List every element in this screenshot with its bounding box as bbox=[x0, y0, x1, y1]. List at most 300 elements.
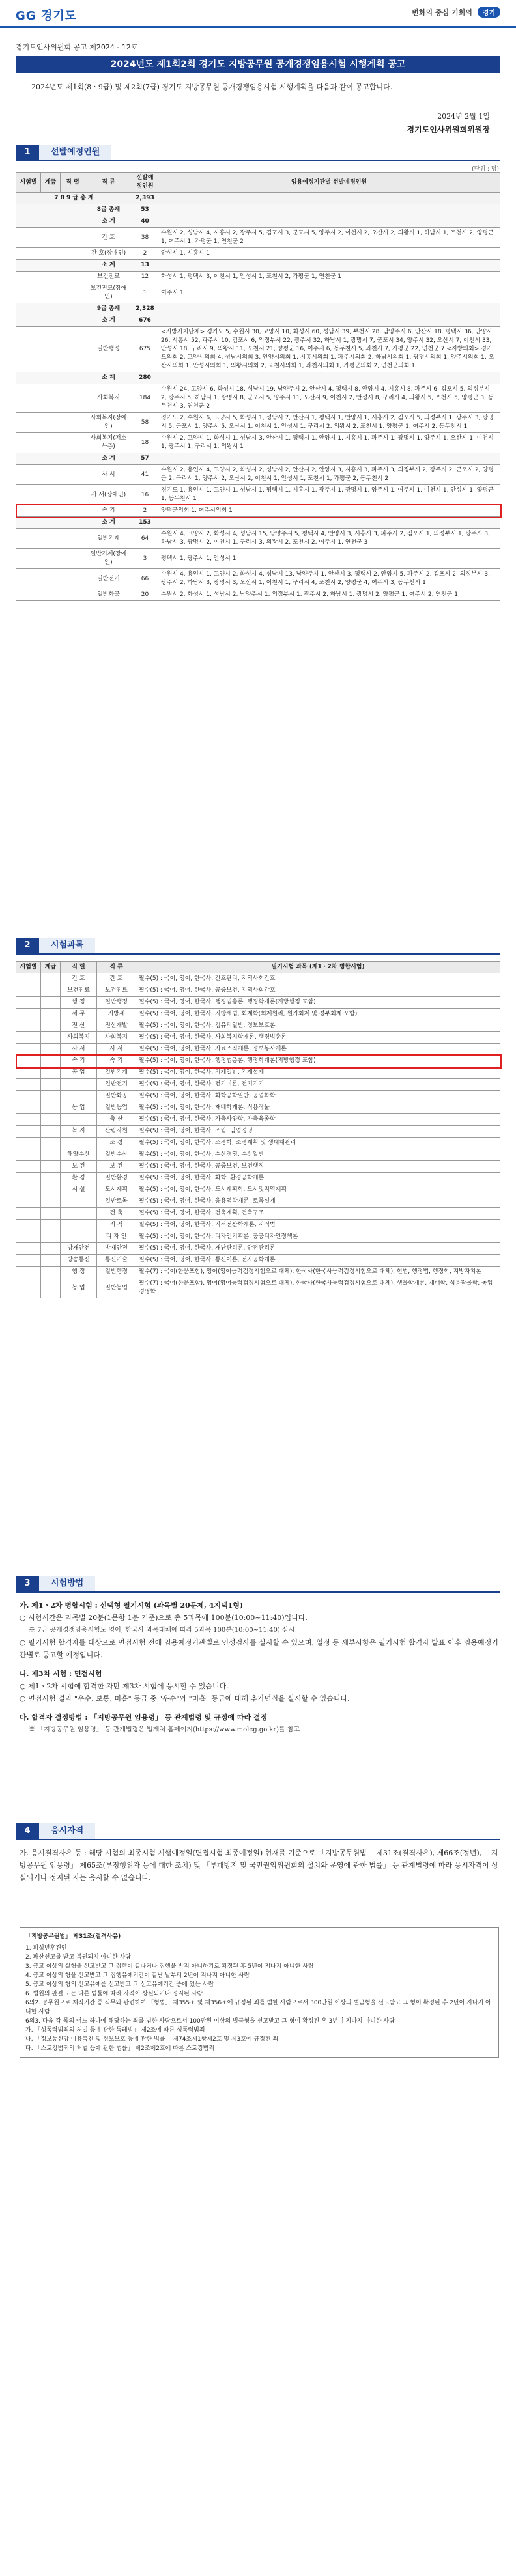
kind-cell: 간 호 bbox=[97, 973, 136, 985]
kind-cell: 보 건 bbox=[97, 1161, 136, 1173]
logo-mark: GG 경기도 bbox=[16, 9, 77, 23]
series-cell: 사회복지 bbox=[61, 1032, 97, 1044]
count-cell: 66 bbox=[132, 569, 158, 589]
count-cell: 2,328 bbox=[132, 303, 158, 315]
detail-cell bbox=[158, 517, 500, 529]
exam-cell bbox=[16, 1067, 41, 1079]
grade-cell bbox=[41, 985, 61, 997]
count-cell: 40 bbox=[132, 216, 158, 228]
kind-cell: 보건진료 bbox=[85, 272, 132, 283]
series-cell: 해양수산 bbox=[61, 1149, 97, 1161]
subjects-cell: 필수(5) : 국어, 영어, 한국사, 재난관리론, 안전관리론 bbox=[136, 1243, 500, 1255]
exam-cell bbox=[16, 1138, 41, 1149]
subtotal-row bbox=[16, 315, 500, 327]
subjects-cell: 필수(5) : 국어, 영어, 한국사, 공중보건, 지역사회간호 bbox=[136, 985, 500, 997]
kind-cell: 속 기 bbox=[97, 1056, 136, 1067]
detail-cell: 수원시 4, 고양시 2, 화성시 4, 성남시 15, 남양주시 5, 평택시 4, 안양시 3, 시흥시 3, 파주시 2, 김포시 1, 의정부시 1, 광주시 3, 하남시 3, 광명시 2, 이천시 1, 구리시 3, 의왕시 2, 포천시 2, 여주시 1, 연천군 3 bbox=[158, 529, 500, 549]
series-cell bbox=[61, 1208, 97, 1220]
subjects-cell: 필수(5) : 국어, 영어, 한국사, 행정법총론, 행정학개론(지방행정 포함) bbox=[136, 997, 500, 1009]
subjects-cell: 필수(5) : 국어, 영어, 한국사, 전기이론, 전기기기 bbox=[136, 1079, 500, 1091]
kind-cell: 일반농업 bbox=[97, 1102, 136, 1114]
count-cell: 3 bbox=[132, 549, 158, 569]
series-cell: 간 호 bbox=[61, 973, 97, 985]
exam-cell bbox=[16, 1267, 41, 1278]
count-cell: 2 bbox=[132, 505, 158, 517]
detail-cell: 여주시 1 bbox=[158, 283, 500, 303]
subsection-title: 나. 제3차 시험 : 면접시험 bbox=[20, 1670, 102, 1678]
grade-cell bbox=[41, 1126, 61, 1138]
kind-cell: 일반전기 bbox=[97, 1079, 136, 1091]
grade-cell bbox=[41, 1267, 61, 1278]
exam-cell bbox=[16, 985, 41, 997]
notice-number: 경기도인사위원회 공고 제2024 - 12호 bbox=[16, 43, 138, 51]
kind-cell: 일반기계 bbox=[85, 529, 132, 549]
series-cell bbox=[61, 1079, 97, 1091]
section-title: 시험과목 bbox=[39, 938, 95, 953]
series-cell bbox=[16, 384, 85, 413]
subjects-cell: 필수(5) : 국어, 영어, 한국사, 간호관리, 지역사회간호 bbox=[136, 973, 500, 985]
kind-cell: 일반기계(장애인) bbox=[85, 549, 132, 569]
table-row bbox=[16, 283, 500, 303]
kind-cell: 일반화공 bbox=[85, 589, 132, 601]
total-value: 2,393 bbox=[132, 193, 158, 204]
col-header: 직 렬 bbox=[61, 173, 85, 193]
table-row bbox=[16, 1196, 500, 1208]
col-header: 임용예정기관별 선발예정인원 bbox=[158, 173, 500, 193]
series-cell bbox=[61, 1138, 97, 1149]
detail-cell: 수원시 24, 고양시 6, 화성시 18, 성남시 19, 남양주시 2, 안산시 4, 평택시 8, 안양시 4, 시흥시 8, 파주시 6, 김포시 5, 의정부시 2, 광주시 5, 하남시 1, 광명시 8, 군포시 5, 양주시 11, 오산시 9, 이천시 2, 안성시 8, 구리시 4, 의왕시 5, 포천시 5, 양평군 3, 동두천시 3, 연천군 2 bbox=[158, 384, 500, 413]
subtotal-row bbox=[16, 372, 500, 384]
detail-cell: 양평군의회 1, 여주시의회 1 bbox=[158, 505, 500, 517]
table-row bbox=[16, 973, 500, 985]
table-row bbox=[16, 228, 500, 248]
table-row bbox=[16, 1102, 500, 1114]
kind-cell: 간 호(장애인) bbox=[85, 248, 132, 260]
kind-cell: 소 계 bbox=[85, 216, 132, 228]
table-row bbox=[16, 327, 500, 372]
grade-cell bbox=[41, 1161, 61, 1173]
exam-cell bbox=[16, 973, 41, 985]
table-row bbox=[16, 1032, 500, 1044]
subtotal-row bbox=[16, 453, 500, 465]
grade-cell bbox=[41, 1231, 61, 1243]
series-cell: 농 업 bbox=[61, 1102, 97, 1114]
table-row bbox=[16, 1243, 500, 1255]
kind-cell: 9급 총계 bbox=[85, 303, 132, 315]
series-cell bbox=[16, 303, 85, 315]
exam-cell bbox=[16, 1161, 41, 1173]
subjects-cell: 필수(5) : 국어, 영어, 한국사, 행정법총론, 행정학개론(지방행정 포함) bbox=[136, 1056, 500, 1067]
section-number: 4 bbox=[16, 1823, 39, 1839]
kind-cell: 축 산 bbox=[97, 1114, 136, 1126]
series-cell bbox=[16, 465, 85, 485]
exam-cell bbox=[16, 1220, 41, 1231]
table-row bbox=[16, 1067, 500, 1079]
col-header: 계급 bbox=[41, 173, 61, 193]
count-cell: 153 bbox=[132, 517, 158, 529]
series-cell bbox=[16, 433, 85, 453]
kind-cell: 8급 총계 bbox=[85, 204, 132, 216]
grade-cell bbox=[41, 1009, 61, 1020]
law-item: 4. 금고 이상의 형을 선고받고 그 집행유예기간이 끝난 날부터 2년이 지나지 아니한 사람 bbox=[25, 1972, 250, 1979]
count-cell: 2 bbox=[132, 248, 158, 260]
count-cell: 1 bbox=[132, 283, 158, 303]
table-row bbox=[16, 1184, 500, 1196]
subjects-cell: 필수(5) : 국어, 영어, 한국사, 응용역학개론, 토목설계 bbox=[136, 1196, 500, 1208]
kind-cell: 소 계 bbox=[85, 517, 132, 529]
count-cell: 41 bbox=[132, 465, 158, 485]
grade-cell bbox=[41, 1138, 61, 1149]
kind-cell: 일반기계 bbox=[97, 1067, 136, 1079]
law-title: 「지방공무원법」 제31조(결격사유) bbox=[25, 1933, 121, 1940]
section-title: 선발예정인원 bbox=[39, 145, 111, 160]
issuer: 경기도인사위원회위원장 bbox=[407, 125, 490, 134]
grade-cell bbox=[41, 1208, 61, 1220]
table-row bbox=[16, 1044, 500, 1056]
grade-cell bbox=[41, 973, 61, 985]
series-cell: 속 기 bbox=[61, 1056, 97, 1067]
subjects-table bbox=[16, 961, 500, 1298]
col-header: 시험별 bbox=[16, 962, 41, 973]
series-cell bbox=[16, 260, 85, 272]
series-cell: 방송통신 bbox=[61, 1255, 97, 1267]
section-1-header bbox=[16, 145, 500, 161]
series-cell: 농 업 bbox=[61, 1278, 97, 1298]
subjects-cell: 필수(5) : 국어, 영어, 한국사, 기계일반, 기계설계 bbox=[136, 1067, 500, 1079]
table-row bbox=[16, 485, 500, 505]
law-item: 가. 「성폭력범죄의 처벌 등에 관한 특례법」 제2조에 따른 성폭력범죄 bbox=[25, 2027, 205, 2034]
kind-cell: 일반행정 bbox=[85, 327, 132, 372]
law-item: 6. 법원의 판결 또는 다른 법률에 따라 자격이 상실되거나 정지된 사람 bbox=[25, 1991, 203, 1997]
series-cell bbox=[16, 589, 85, 601]
grade-cell bbox=[41, 1278, 61, 1298]
count-cell: 57 bbox=[132, 453, 158, 465]
kind-cell: 소 계 bbox=[85, 372, 132, 384]
highlight-box bbox=[16, 504, 502, 518]
subjects-cell: 필수(5) : 국어, 영어, 한국사, 디자인기획론, 공공디자인정책론 bbox=[136, 1231, 500, 1243]
detail-cell bbox=[158, 216, 500, 228]
subjects-cell: 필수(5) : 국어, 영어, 한국사, 사회복지학개론, 행정법총론 bbox=[136, 1032, 500, 1044]
subjects-cell: 필수(5) : 국어, 영어, 한국사, 화학, 환경공학개론 bbox=[136, 1173, 500, 1184]
series-cell bbox=[16, 327, 85, 372]
series-cell: 보건진료 bbox=[61, 985, 97, 997]
grade-cell bbox=[41, 1173, 61, 1184]
exam-cell bbox=[16, 1196, 41, 1208]
kind-cell: 일반행정 bbox=[97, 997, 136, 1009]
unit-label: (단위 : 명) bbox=[472, 166, 499, 173]
detail-cell bbox=[158, 204, 500, 216]
grade-cell bbox=[41, 1044, 61, 1056]
highlight-box bbox=[16, 1054, 502, 1069]
series-cell bbox=[61, 1091, 97, 1102]
gyeonggi-logo bbox=[16, 7, 77, 23]
detail-cell: 경기도 2, 수원시 6, 고양시 5, 화성시 1, 성남시 7, 안산시 1, 평택시 1, 안양시 1, 시흥시 2, 김포시 5, 의정부시 1, 광주시 3, 광명시 5, 군포시 1, 양주시 5, 오산시 1, 이천시 1, 안성시 1, 구리시 2, 의왕시 2, 포천시 1, 양평군 1, 여주시 2, 동두천시 1 bbox=[158, 413, 500, 433]
subsection-title: 가. 제1ㆍ2차 병합시험 : 선택형 필기시험 (과목별 20문제, 4지택1형) bbox=[20, 1601, 244, 1610]
series-cell bbox=[16, 453, 85, 465]
section-number: 3 bbox=[16, 1576, 39, 1591]
qualification-text: 가. 응시결격사유 등 : 해당 시험의 최종시험 시행예정일(면접시험 최종예정일) 현재를 기준으로 「지방공무원법」 제31조(결격사유), 제66조(정년), 「지방공무원 임용령」 제65조(부정행위자 등에 대한 조치) 및 「부패방지 및 국민권익위원회의 설치와 운영에 관한 법률」 등 관계법령에 따라 응시자격이 상실되거나 정지된 자는 응시할 수 없습니다. bbox=[20, 1849, 498, 1882]
table-row bbox=[16, 1231, 500, 1243]
detail-cell: 수원시 2, 용인시 4, 고양시 2, 화성시 2, 성남시 2, 안산시 2, 안양시 3, 시흥시 3, 파주시 3, 의정부시 2, 광주시 2, 군포시 2, 양평군 2, 구리시 1, 양주시 2, 오산시 2, 이천시 1, 안성시 1, 포천시 1, 가평군 2, 동두천시 2 bbox=[158, 465, 500, 485]
detail-cell bbox=[158, 260, 500, 272]
kind-cell: 속 기 bbox=[85, 505, 132, 517]
series-cell: 행 정 bbox=[61, 997, 97, 1009]
detail-cell: 화성시 1, 평택시 3, 이천시 1, 안성시 1, 포천시 2, 가평군 1, 연천군 1 bbox=[158, 272, 500, 283]
subjects-cell: 필수(5) : 국어, 영어, 한국사, 재배학개론, 식용작물 bbox=[136, 1102, 500, 1114]
table-row bbox=[16, 1126, 500, 1138]
subtotal-row bbox=[16, 216, 500, 228]
table-row bbox=[16, 1149, 500, 1161]
table-row bbox=[16, 465, 500, 485]
kind-cell: 도시계획 bbox=[97, 1184, 136, 1196]
law-item: 3. 금고 이상의 실형을 선고받고 그 집행이 끝나거나 집행을 받지 아니하기로 확정된 후 5년이 지나지 아니한 사람 bbox=[25, 1963, 314, 1970]
law-item: 2. 파산선고를 받고 복권되지 아니한 사람 bbox=[25, 1954, 131, 1961]
series-cell bbox=[16, 228, 85, 248]
kind-cell: 간 호 bbox=[85, 228, 132, 248]
grade-cell bbox=[41, 1032, 61, 1044]
subtotal-row bbox=[16, 303, 500, 315]
note-item: ※ 「지방공무원 임용령」 등 관계법령은 법제처 홈페이지(https://www.moleg.go.kr)를 참고 bbox=[29, 1726, 300, 1733]
table-row bbox=[16, 1267, 500, 1278]
series-cell: 사 서 bbox=[61, 1044, 97, 1056]
count-cell: 64 bbox=[132, 529, 158, 549]
section-number: 2 bbox=[16, 938, 39, 953]
grade-cell bbox=[41, 1079, 61, 1091]
subjects-cell: 필수(5) : 국어, 영어, 한국사, 건축계획, 건축구조 bbox=[136, 1208, 500, 1220]
col-header: 선발예정인원 bbox=[132, 173, 158, 193]
series-cell bbox=[61, 1196, 97, 1208]
count-cell: 184 bbox=[132, 384, 158, 413]
section-4-header bbox=[16, 1823, 500, 1840]
table-row bbox=[16, 1138, 500, 1149]
detail-cell bbox=[158, 303, 500, 315]
section-3-body bbox=[20, 1599, 499, 1736]
series-cell bbox=[16, 517, 85, 529]
subtotal-row bbox=[16, 517, 500, 529]
subjects-cell: 필수(5) : 국어, 영어, 한국사, 조경학, 조경계획 및 생태계관리 bbox=[136, 1138, 500, 1149]
section-title: 응시자격 bbox=[39, 1823, 95, 1839]
notice-date: 2024년 2월 1일 bbox=[437, 112, 490, 120]
grade-cell bbox=[41, 1067, 61, 1079]
series-cell bbox=[16, 315, 85, 327]
exam-cell bbox=[16, 1243, 41, 1255]
count-cell: 676 bbox=[132, 315, 158, 327]
grade-cell bbox=[41, 1196, 61, 1208]
table-row bbox=[16, 384, 500, 413]
series-cell bbox=[16, 569, 85, 589]
subjects-cell: 필수(5) : 국어, 영어, 한국사, 공중보건, 보건행정 bbox=[136, 1161, 500, 1173]
series-cell bbox=[16, 485, 85, 505]
table-row bbox=[16, 569, 500, 589]
subtotal-row bbox=[16, 204, 500, 216]
table-row bbox=[16, 433, 500, 453]
detail-cell: 수원시 2, 성남시 4, 시흥시 2, 광주시 5, 김포시 3, 군포시 5, 양주시 2, 이천시 2, 오산시 2, 의왕시 1, 하남시 1, 포천시 2, 양평군 1, 여주시 1, 가평군 1, 연천군 2 bbox=[158, 228, 500, 248]
detail-cell bbox=[158, 372, 500, 384]
grade-cell bbox=[41, 1220, 61, 1231]
law-item: 6의3. 다음 각 목의 어느 하나에 해당하는 죄를 범한 사람으로서 100만원 이상의 벌금형을 선고받고 그 형이 확정된 후 3년이 지나지 아니한 사람 bbox=[25, 2018, 395, 2024]
exam-cell bbox=[16, 1184, 41, 1196]
exam-cell bbox=[16, 1126, 41, 1138]
exam-cell bbox=[16, 1020, 41, 1032]
subjects-cell: 필수(5) : 국어, 영어, 한국사, 지방세법, 회계학(회계원리, 원가회계 및 정부회계 포함) bbox=[136, 1009, 500, 1020]
kind-cell: 사회복지 bbox=[97, 1032, 136, 1044]
grade-cell bbox=[41, 1255, 61, 1267]
grade-cell bbox=[41, 1020, 61, 1032]
law-item: 1. 피성년후견인 bbox=[25, 1945, 67, 1952]
detail-cell: 수원시 4, 용인시 1, 고양시 2, 화성시 4, 성남시 13, 남양주시 1, 안산시 3, 평택시 2, 안양시 5, 파주시 2, 김포시 2, 의정부시 3, 광주시 2, 하남시 3, 광명시 3, 오산시 1, 이천시 1, 구리시 4, 포천시 2, 양평군 4, 여주시 3, 동두천시 1 bbox=[158, 569, 500, 589]
table-row bbox=[16, 1020, 500, 1032]
kind-cell: 사 서 bbox=[85, 465, 132, 485]
kind-cell: 일반수산 bbox=[97, 1149, 136, 1161]
subjects-cell: 필수(5) : 국어, 영어, 한국사, 지적전산학개론, 지적법 bbox=[136, 1220, 500, 1231]
col-header: 직 류 bbox=[85, 173, 132, 193]
page-title: 2024년도 제1회2회 경기도 지방공무원 공개경쟁임용시험 시행계획 공고 bbox=[16, 56, 500, 73]
recruitment-table-body bbox=[16, 193, 500, 601]
detail-cell: 수원시 2, 화성시 1, 성남시 2, 남양주시 1, 의정부시 1, 광주시 2, 하남시 1, 광명시 2, 양평군 1, 여주시 2, 연천군 1 bbox=[158, 589, 500, 601]
subjects-cell: 필수(7) : 국어(한문포함), 영어(영어능력검정시험으로 대체), 한국사(한국사능력검정시험으로 대체), 생물학개론, 재배학, 식용작물학, 농업경영학 bbox=[136, 1278, 500, 1298]
grade-cell bbox=[41, 1091, 61, 1102]
detail-cell: 수원시 2, 고양시 1, 화성시 1, 성남시 3, 안산시 1, 평택시 1, 안양시 1, 시흥시 1, 파주시 1, 광명시 1, 양주시 1, 오산시 1, 이천시 1, 광주시 1, 구리시 1, 의왕시 1 bbox=[158, 433, 500, 453]
slogan bbox=[412, 7, 500, 18]
page-header bbox=[0, 0, 516, 28]
series-cell bbox=[61, 1114, 97, 1126]
series-cell: 세 무 bbox=[61, 1009, 97, 1020]
subjects-cell: 필수(5) : 국어, 영어, 한국사, 도시계획학, 도시및지역계획 bbox=[136, 1184, 500, 1196]
table-row bbox=[16, 549, 500, 569]
exam-cell bbox=[16, 1149, 41, 1161]
col-header: 직 렬 bbox=[61, 962, 97, 973]
subsection-title: 다. 합격자 결정방법 : 「지방공무원 임용령」 등 관계법령 및 규정에 따라 결정 bbox=[20, 1713, 268, 1722]
series-cell: 녹 지 bbox=[61, 1126, 97, 1138]
subjects-cell: 필수(5) : 국어, 영어, 한국사, 컴퓨터일반, 정보보호론 bbox=[136, 1020, 500, 1032]
count-cell: 53 bbox=[132, 204, 158, 216]
subjects-cell: 필수(5) : 국어, 영어, 한국사, 통신이론, 전자공학개론 bbox=[136, 1255, 500, 1267]
recruitment-table bbox=[16, 172, 500, 601]
kind-cell: 보건진료 bbox=[97, 985, 136, 997]
table-row bbox=[16, 1173, 500, 1184]
section-title: 시험방법 bbox=[39, 1576, 95, 1591]
subjects-cell: 필수(5) : 국어, 영어, 한국사, 조림, 임업경영 bbox=[136, 1126, 500, 1138]
kind-cell: 보건진료(장애인) bbox=[85, 283, 132, 303]
series-cell: 환 경 bbox=[61, 1173, 97, 1184]
table-row bbox=[16, 1091, 500, 1102]
kind-cell: 일반토목 bbox=[97, 1196, 136, 1208]
law-list bbox=[25, 1944, 493, 2053]
col-header: 시험별 bbox=[16, 173, 41, 193]
subjects-cell: 필수(5) : 국어, 영어, 한국사, 가축사양학, 가축육종학 bbox=[136, 1114, 500, 1126]
exam-cell bbox=[16, 1278, 41, 1298]
total-label: 7 8 9 급 총 계 bbox=[16, 193, 132, 204]
law-item: 다. 「스토킹범죄의 처벌 등에 관한 법률」 제2조제2호에 따른 스토킹범죄 bbox=[25, 2045, 214, 2052]
series-cell bbox=[16, 216, 85, 228]
kind-cell: 지방세 bbox=[97, 1009, 136, 1020]
law-item: 나. 「정보통신망 이용촉진 및 정보보호 등에 관한 법률」 제74조제1항제2호 및 제3호에 규정된 죄 bbox=[25, 2036, 279, 2043]
table-row bbox=[16, 248, 500, 260]
exam-cell bbox=[16, 1208, 41, 1220]
kind-cell: 사회복지 bbox=[85, 384, 132, 413]
subtotal-row bbox=[16, 260, 500, 272]
exam-cell bbox=[16, 1231, 41, 1243]
slogan-badge: 경기 bbox=[478, 7, 500, 18]
exam-cell bbox=[16, 1114, 41, 1126]
series-cell bbox=[16, 529, 85, 549]
col-header: 필기시험 과목 (제1ㆍ2차 병합시험) bbox=[136, 962, 500, 973]
kind-cell: 방재안전 bbox=[97, 1243, 136, 1255]
table-row bbox=[16, 529, 500, 549]
count-cell: 280 bbox=[132, 372, 158, 384]
note-item: ※ 7급 공개경쟁임용시험도 영어, 한국사 과목대체에 따라 5과목 100분(10:00~11:40) 실시 bbox=[29, 1627, 295, 1634]
series-cell bbox=[16, 413, 85, 433]
subjects-cell: 필수(5) : 국어, 영어, 한국사, 수산경영, 수산일반 bbox=[136, 1149, 500, 1161]
kind-cell: 사회복지(저소득층) bbox=[85, 433, 132, 453]
exam-cell bbox=[16, 1044, 41, 1056]
kind-cell: 소 계 bbox=[85, 453, 132, 465]
kind-cell: 일반행정 bbox=[97, 1267, 136, 1278]
list-item: ○ 면접시험 결과 "우수, 보통, 미흡" 등급 중 "우수"와 "미흡" 등급에 대해 추가면접을 실시할 수 있습니다. bbox=[20, 1694, 350, 1703]
series-cell: 공 업 bbox=[61, 1067, 97, 1079]
count-cell: 12 bbox=[132, 272, 158, 283]
table-row bbox=[16, 1161, 500, 1173]
kind-cell: 일반농업 bbox=[97, 1278, 136, 1298]
subjects-cell: 필수(5) : 국어, 영어, 한국사, 자료조직개론, 정보봉사개론 bbox=[136, 1044, 500, 1056]
series-cell bbox=[16, 549, 85, 569]
kind-cell: 일반전기 bbox=[85, 569, 132, 589]
section-3-header bbox=[16, 1576, 500, 1593]
slogan-text: 변화의 중심 기회의 bbox=[412, 8, 472, 17]
table-row bbox=[16, 589, 500, 601]
intro-text: 2024년도 제1회(8ㆍ9급) 및 제2회(7급) 경기도 지방공무원 공개경쟁임용시험 시행계획을 다음과 같이 공고합니다. bbox=[31, 83, 393, 91]
series-cell bbox=[16, 283, 85, 303]
kind-cell: 사 서 bbox=[97, 1044, 136, 1056]
kind-cell: 일반환경 bbox=[97, 1173, 136, 1184]
subjects-cell: 필수(7) : 국어(한문포함), 영어(영어능력검정시험으로 대체), 한국사(한국사능력검정시험으로 대체), 헌법, 행정법, 행정학, 지방자치론 bbox=[136, 1267, 500, 1278]
table-row bbox=[16, 1220, 500, 1231]
list-item: ○ 제1ㆍ2차 시험에 합격한 자만 제3차 시험에 응시할 수 있습니다. bbox=[20, 1682, 229, 1690]
grade-cell bbox=[41, 1114, 61, 1126]
count-cell: 675 bbox=[132, 327, 158, 372]
law-item: 6의2. 공무원으로 재직기간 중 직무와 관련하여 「형법」 제355조 및 제356조에 규정된 죄를 범한 사람으로서 300만원 이상의 벌금형을 선고받고 그 형이 확정된 후 2년이 지나지 아니한 사람 bbox=[25, 2000, 491, 2015]
list-item: ○ 시험시간은 과목별 20분(1문항 1분 기준)으로 총 5과목에 100분(10:00~11:40)입니다. bbox=[20, 1614, 308, 1622]
detail-cell: 경기도 1, 용인시 1, 고양시 1, 성남시 1, 평택시 1, 시흥시 1, 광주시 1, 광명시 1, 양주시 1, 여주시 1, 이천시 1, 안성시 1, 양평군 1, 동두천시 1 bbox=[158, 485, 500, 505]
exam-cell bbox=[16, 1173, 41, 1184]
series-cell bbox=[16, 204, 85, 216]
kind-cell: 조 경 bbox=[97, 1138, 136, 1149]
col-header: 직 류 bbox=[97, 962, 136, 973]
series-cell bbox=[16, 372, 85, 384]
section-number: 1 bbox=[16, 145, 39, 160]
series-cell: 전 산 bbox=[61, 1020, 97, 1032]
kind-cell: 통신기술 bbox=[97, 1255, 136, 1267]
subjects-table-body bbox=[16, 973, 500, 1298]
table-row bbox=[16, 1278, 500, 1298]
exam-cell bbox=[16, 1009, 41, 1020]
exam-cell bbox=[16, 1255, 41, 1267]
exam-cell bbox=[16, 1091, 41, 1102]
table-row bbox=[16, 1079, 500, 1091]
kind-cell: 사 서(장애인) bbox=[85, 485, 132, 505]
table-row bbox=[16, 1114, 500, 1126]
detail-cell: <지방자치단체> 경기도 5, 수원시 30, 고양시 10, 화성시 60, 성남시 39, 부천시 28, 남양주시 6, 안산시 18, 평택시 36, 안양시 26, 시흥시 52, 파주시 10, 김포시 6, 의정부시 22, 광주시 32, 하남시 1, 광명시 7, 군포시 34, 양주시 32, 오산시 7, 이천시 33, 안성시 18, 구리시 9, 의왕시 11, 포천시 21, 양평군 16, 여주시 6, 동두천시 5, 과천시 7, 가평군 22, 연천군 7 <지방의회> 경기도의회 2, 고양시의회 4, 성남시의회 3, 안양시의회 1, 시흥시의회 1, 파주시의회 2, 하남시의회 1, 광명시의회 1, 양주시의회 1, 오산시의회 1, 안성시의회 1, 의왕시의회 2, 포천시의회 1, 과천시의회 1, 가평군의회 2, 연천군의회 1 bbox=[158, 327, 500, 372]
detail-cell: 안성시 1, 시흥시 1 bbox=[158, 248, 500, 260]
exam-cell bbox=[16, 1032, 41, 1044]
kind-cell: 사회복지(장애인) bbox=[85, 413, 132, 433]
table-row bbox=[16, 413, 500, 433]
section-2-header bbox=[16, 938, 500, 955]
grade-cell bbox=[41, 1149, 61, 1161]
kind-cell: 건 축 bbox=[97, 1208, 136, 1220]
detail-cell bbox=[158, 453, 500, 465]
count-cell: 20 bbox=[132, 589, 158, 601]
